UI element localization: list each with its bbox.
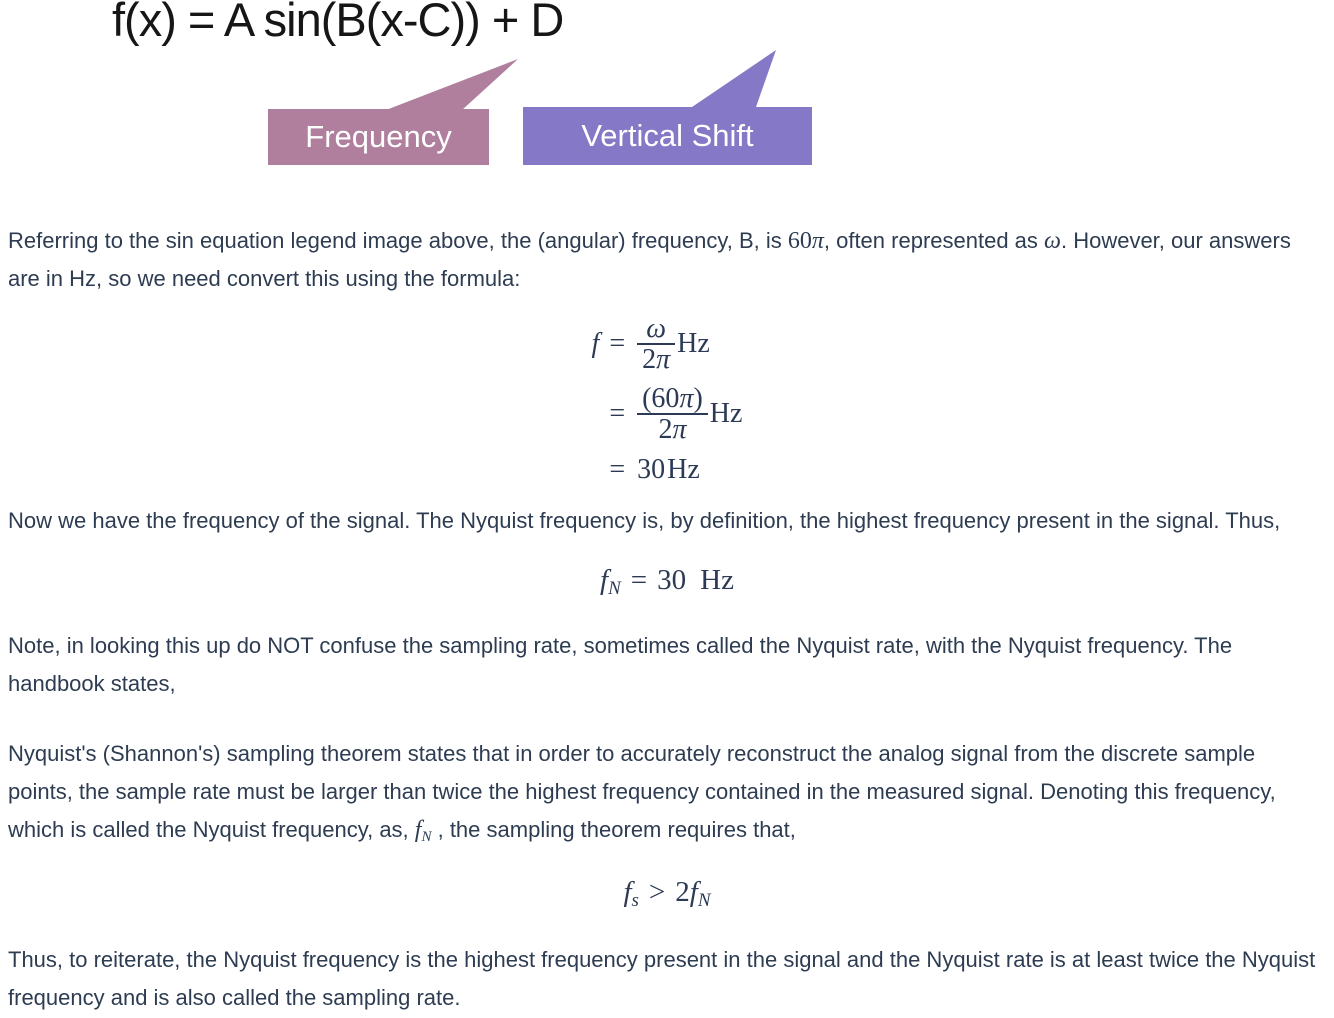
inline-math-fn-sub: N <box>421 829 432 845</box>
frequency-derivation-equations <box>8 314 1326 486</box>
fraction-omega-over-2pi: $\frac{\omega}{2\pi}$ <box>637 314 675 374</box>
fraction-60pi-over-2pi: $\frac{(60\pi)}{2\pi}$ <box>637 384 708 444</box>
fn-subscript: N <box>608 578 621 599</box>
coefficient-2: 2 <box>675 876 690 908</box>
frequency-callout-pointer-icon <box>386 57 520 111</box>
derivation-lhs: f <box>591 328 600 359</box>
sine-equation-legend-figure <box>108 0 828 166</box>
fs-subscript: s <box>631 890 639 911</box>
derivation-row-3 <box>609 454 699 486</box>
unit-hz: Hz <box>667 454 700 485</box>
intro-text-1: Referring to the sin equation legend image above, the (angular) frequency, B, is <box>8 228 788 253</box>
sampling-theorem-paragraph <box>8 735 1320 856</box>
vertical-shift-callout <box>523 107 812 165</box>
fn-symbol: f <box>689 876 698 908</box>
equals-sign: = <box>630 564 648 596</box>
sampling-rate-inequality <box>8 874 1326 919</box>
inline-math-pi: π <box>811 228 824 254</box>
fs-symbol: f <box>623 876 632 908</box>
equals-sign: = <box>609 454 626 485</box>
unit-hz: Hz <box>700 564 734 596</box>
vertical-shift-callout-label: Vertical Shift <box>581 118 754 153</box>
conclusion-paragraph: Thus, to reiterate, the Nyquist frequency is the highest frequency present in the signal and the Nyquist rate is at least twice the Nyquist frequency and is also called the sampling rate. <box>8 947 1316 1010</box>
derivation-row-1 <box>609 314 709 374</box>
greater-than-sign: > <box>648 876 666 908</box>
note-paragraph: Note, in looking this up do NOT confuse the sampling rate, sometimes called the Nyquist rate, with the Nyquist frequency. The handbook states, <box>8 633 1233 696</box>
theorem-text-1: Nyquist's (Shannon's) sampling theorem states that in order to accurately reconstruct the analog signal from the discrete sample points, the sample rate must be larger than twice the highest frequency contained in the measured signal. Denoting this frequency, which is called the Nyquist frequency, as, <box>8 741 1276 842</box>
fn-value: 30 <box>657 564 687 596</box>
derivation-row-2 <box>609 384 742 444</box>
sine-formula-text: f(x) = A sin(B(x-C)) + D <box>112 0 564 46</box>
equals-sign: = <box>609 328 626 359</box>
equals-sign: = <box>609 398 626 429</box>
inline-math-60: 60 <box>787 228 812 254</box>
frequency-callout-label: Frequency <box>305 119 452 154</box>
unit-hz: Hz <box>677 328 710 359</box>
unit-hz: Hz <box>709 398 743 429</box>
inline-math-fn: f <box>414 817 422 843</box>
result-value: 30 <box>637 454 666 485</box>
fn-subscript: N <box>697 890 711 911</box>
frequency-callout <box>268 109 489 165</box>
intro-paragraph <box>8 222 1320 298</box>
vertical-shift-callout-pointer-icon <box>690 50 780 108</box>
theorem-text-2: , the sampling theorem requires that, <box>431 817 796 842</box>
intro-text-2: , often represented as <box>823 228 1045 253</box>
fn-symbol: f <box>600 564 609 596</box>
intro-text-3: . However, our answers are in Hz, so we need convert this using the formula: <box>8 228 1291 291</box>
nyquist-frequency-equation <box>8 562 1326 607</box>
inline-math-omega: ω <box>1044 228 1061 254</box>
nyquist-definition-paragraph: Now we have the frequency of the signal. The Nyquist frequency is, by definition, the highest frequency present in the signal. Thus, <box>8 508 1281 533</box>
